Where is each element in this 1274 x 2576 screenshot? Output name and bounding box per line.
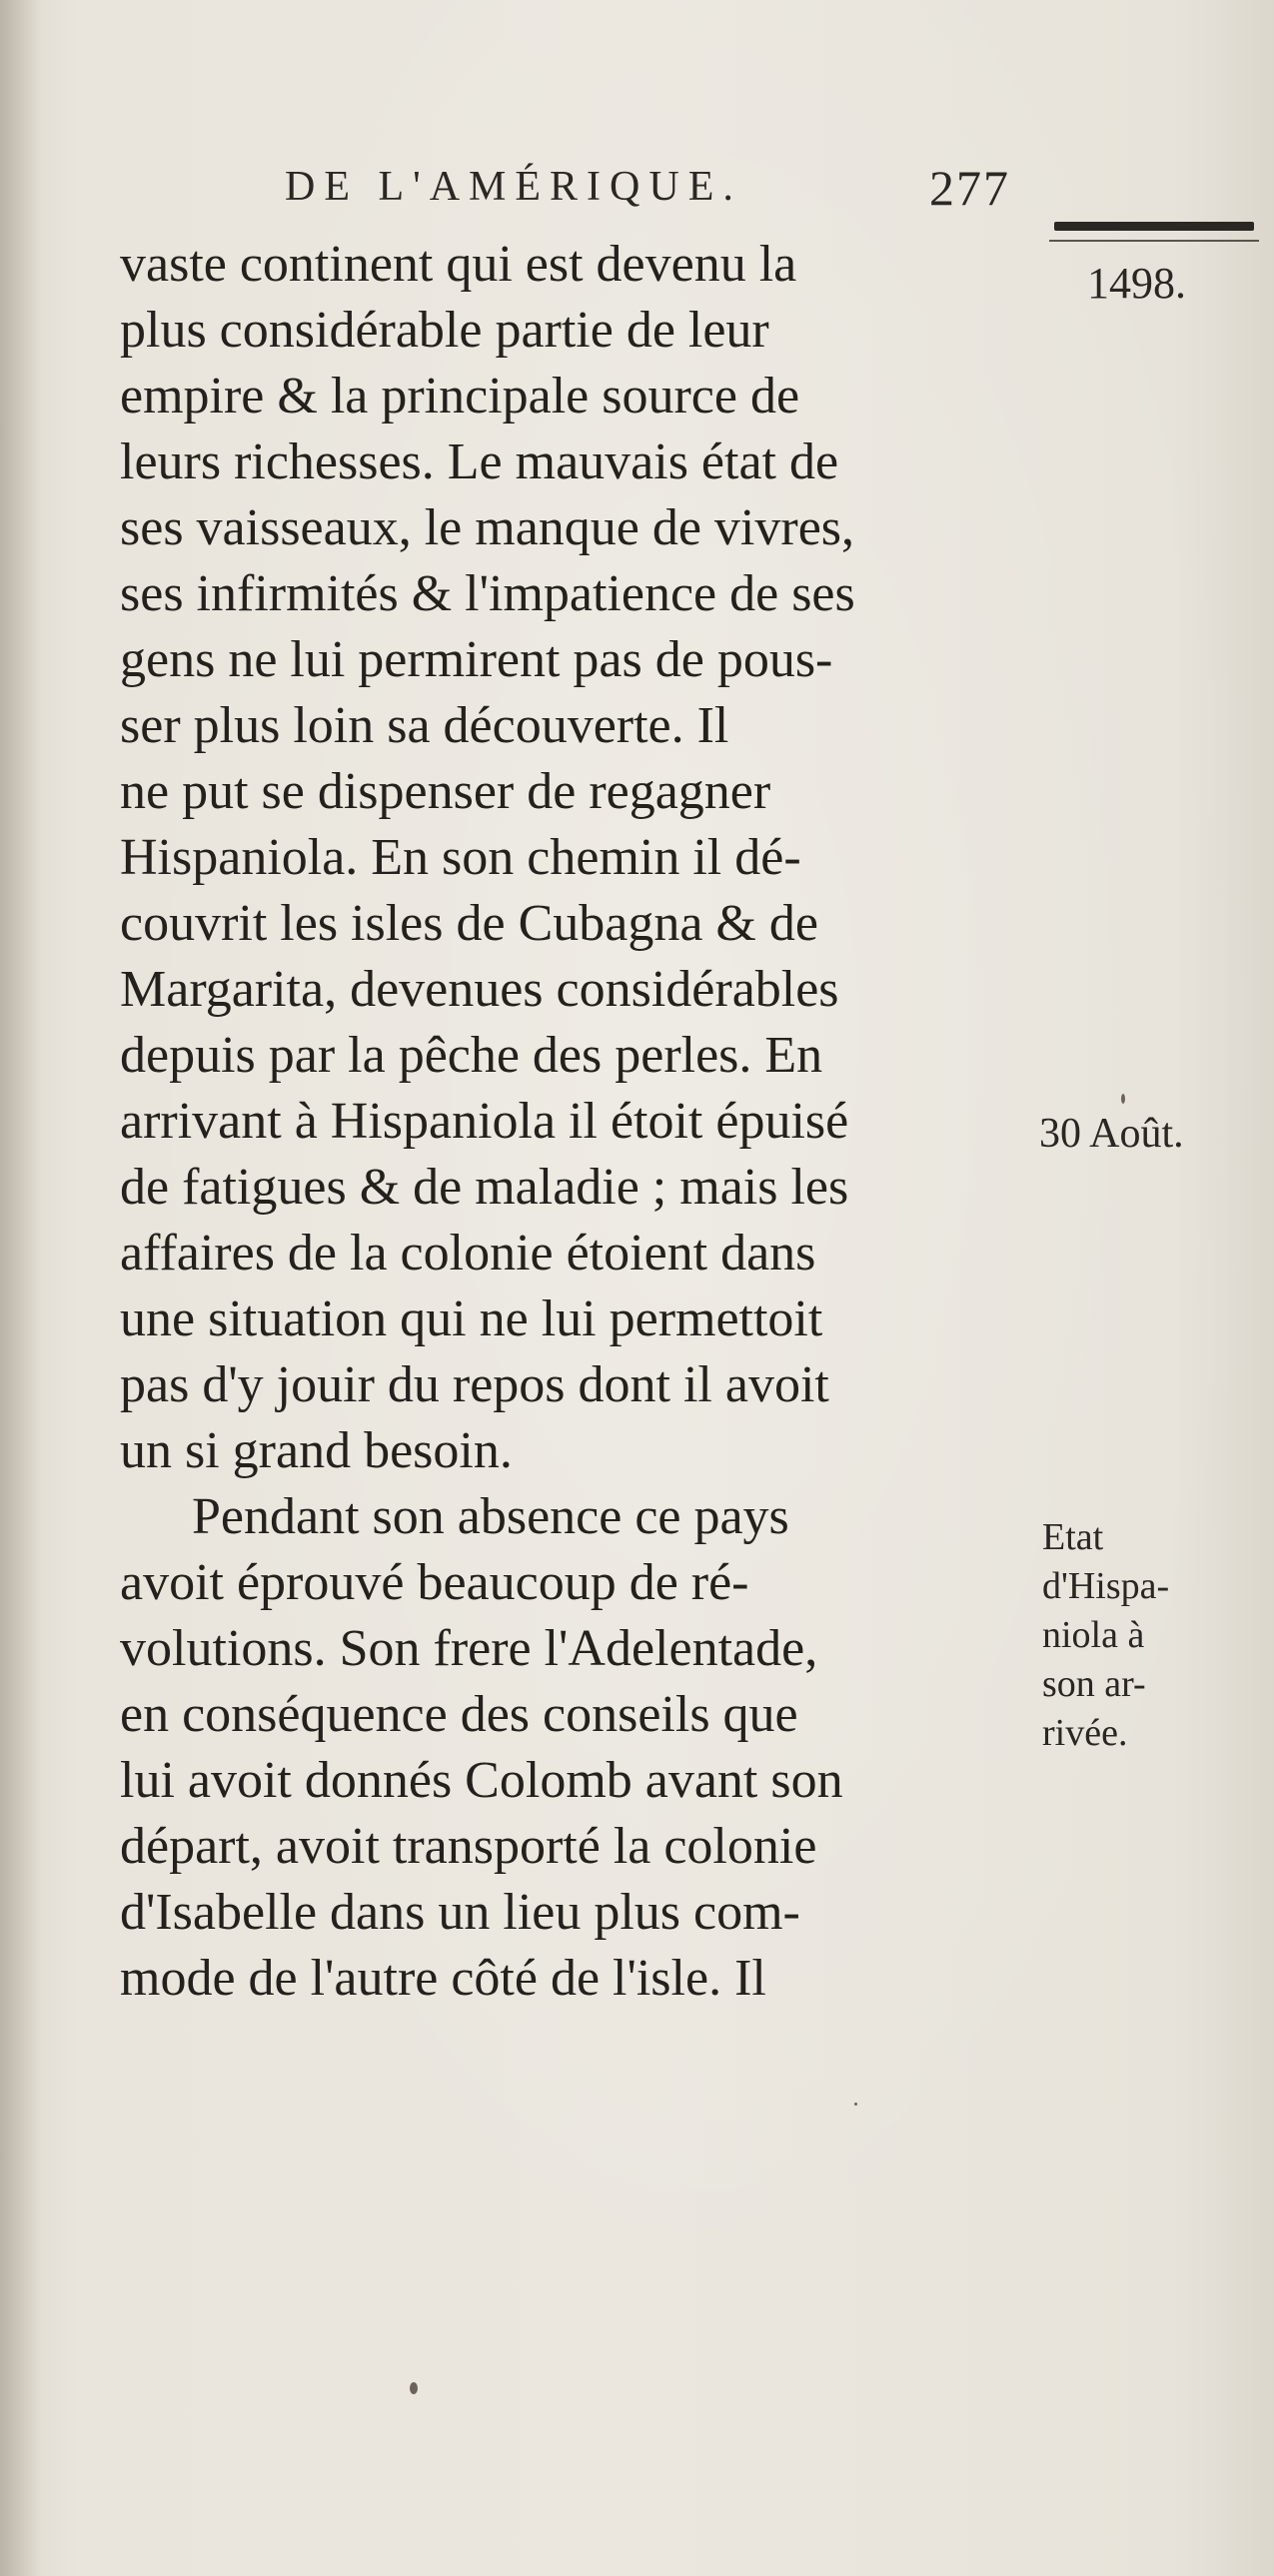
margin-rule bbox=[1054, 222, 1254, 231]
spine-shadow bbox=[0, 0, 40, 2576]
running-head bbox=[285, 160, 1029, 223]
text-line: ser plus loin sa découverte. Il bbox=[120, 697, 729, 754]
text-line: lui avoit donnés Colomb avant son bbox=[120, 1752, 843, 1809]
text-line: arrivant à Hispaniola il étoit épuisé bbox=[120, 1093, 849, 1150]
text-line: volutions. Son frere l'Adelentade, bbox=[120, 1620, 818, 1677]
text-line: Margarita, devenues considérables bbox=[120, 961, 839, 1018]
text-line: empire & la principale source de bbox=[120, 368, 800, 425]
text-line: Hispaniola. En son chemin il dé- bbox=[120, 829, 801, 886]
text-line: depuis par la pêche des perles. En bbox=[120, 1027, 823, 1084]
text-line: ne put se dispenser de regagner bbox=[120, 763, 771, 820]
margin-note-state-line: Etat bbox=[1042, 1516, 1104, 1558]
paper-speck bbox=[1121, 1094, 1125, 1104]
paper-speck bbox=[854, 2103, 857, 2106]
text-line: affaires de la colonie étoient dans bbox=[120, 1225, 816, 1282]
margin-note-date: 30 Août. bbox=[1039, 1111, 1184, 1157]
margin-note-state bbox=[1042, 1513, 1169, 1758]
text-line: un si grand besoin. bbox=[120, 1422, 513, 1479]
text-line: vaste continent qui est devenu la bbox=[120, 236, 797, 293]
text-line: pas d'y jouir du repos dont il avoit bbox=[120, 1356, 829, 1413]
text-line: de fatigues & de maladie ; mais les bbox=[120, 1159, 849, 1216]
text-line: mode de l'autre côté de l'isle. Il bbox=[120, 1950, 766, 2007]
text-line: leurs richesses. Le mauvais état de bbox=[120, 433, 839, 490]
margin-rule-thin bbox=[1049, 240, 1259, 242]
margin-note-state-line: niola à bbox=[1042, 1614, 1145, 1656]
margin-note-state-line: d'Hispa- bbox=[1042, 1565, 1170, 1607]
text-line: ses infirmités & l'impatience de ses bbox=[120, 565, 855, 622]
text-line: couvrit les isles de Cubagna & de bbox=[120, 895, 818, 952]
text-line: d'Isabelle dans un lieu plus com- bbox=[120, 1884, 800, 1941]
text-line: départ, avoit transporté la colonie bbox=[120, 1818, 817, 1875]
margin-note-state-line: son ar- bbox=[1042, 1663, 1146, 1705]
text-line: gens ne lui permirent pas de pous- bbox=[120, 631, 833, 688]
text-line: une situation qui ne lui permettoit bbox=[120, 1290, 823, 1347]
text-line: plus considérable partie de leur bbox=[120, 302, 769, 359]
margin-note-year: 1498. bbox=[1087, 259, 1186, 308]
text-line: en conséquence des conseils que bbox=[120, 1686, 798, 1743]
text-line: avoit éprouvé beaucoup de ré- bbox=[120, 1554, 749, 1611]
paper-speck bbox=[410, 2382, 418, 2394]
text-line: Pendant son absence ce pays bbox=[192, 1488, 789, 1545]
margin-note-state-line: rivée. bbox=[1042, 1712, 1128, 1754]
text-line: ses vaisseaux, le manque de vivres, bbox=[120, 499, 855, 556]
running-head-title: DE L'AMÉRIQUE. bbox=[285, 164, 742, 210]
page-number: 277 bbox=[929, 160, 1010, 216]
